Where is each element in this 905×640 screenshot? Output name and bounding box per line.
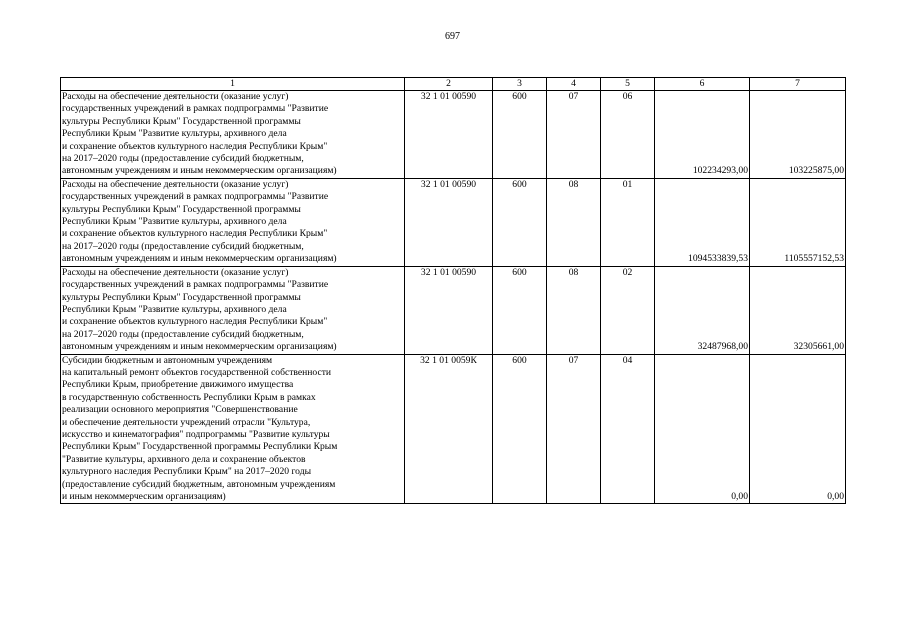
page-number: 697 [445,31,460,42]
table-row [61,354,846,504]
amount-col6: 1094533839,53 [655,178,750,266]
amount-col6: 0,00 [655,354,750,504]
subsection-code: 06 [601,91,655,179]
section-code: 08 [547,266,601,354]
budget-table [60,77,846,504]
amount-col7: 32305661,00 [750,266,846,354]
subsection-code: 04 [601,354,655,504]
amount-col7: 103225875,00 [750,91,846,179]
amount-col7: 0,00 [750,354,846,504]
target-article-code: 32 1 01 0059К [405,354,493,504]
column-header-6: 6 [655,78,750,91]
target-article-code: 32 1 01 00590 [405,266,493,354]
subsection-code: 02 [601,266,655,354]
amount-col6: 102234293,00 [655,91,750,179]
amount-col6: 32487968,00 [655,266,750,354]
expense-description: Расходы на обеспечение деятельности (оказание услуг) государственных учреждений в рамках подпрограммы "Развитие культуры Республики Крым" Государственной программы Республики Крым "Развитие культуры, архивного дела и сохранение объектов культурного наследия Республики Крым" на 2017–2020 годы (предоставление субсидий бюджетным, автономным учреждениям и иным некоммерческим организациям) [61,91,405,179]
expense-description: Расходы на обеспечение деятельности (оказание услуг) государственных учреждений в рамках подпрограммы "Развитие культуры Республики Крым" Государственной программы Республики Крым "Развитие культуры, архивного дела и сохранение объектов культурного наследия Республики Крым" на 2017–2020 годы (предоставление субсидий бюджетным, автономным учреждениям и иным некоммерческим организациям) [61,266,405,354]
column-number-row [61,78,846,91]
column-header-5: 5 [601,78,655,91]
table-row [61,266,846,354]
expense-description: Субсидии бюджетным и автономным учреждениям на капитальный ремонт объектов государственной собственности Республики Крым, приобретение движимого имущества в государственную собственность Республики Крым в рамках реализации основного мероприятия "Совершенствование и обеспечение деятельности учреждений отрасли "Культура, искусство и кинематография" подпрограммы "Развитие культуры Республики Крым" Государственной программы Республики Крым "Развитие культуры, архивного дела и сохранение объектов культурного наследия Республики Крым" на 2017–2020 годы (предоставление субсидий бюджетным, автономным учреждениям и иным некоммерческим организациям) [61,354,405,504]
expense-type-code: 600 [493,178,547,266]
section-code: 07 [547,354,601,504]
target-article-code: 32 1 01 00590 [405,91,493,179]
subsection-code: 01 [601,178,655,266]
column-header-7: 7 [750,78,846,91]
column-header-4: 4 [547,78,601,91]
column-header-2: 2 [405,78,493,91]
section-code: 08 [547,178,601,266]
expense-type-code: 600 [493,266,547,354]
expense-type-code: 600 [493,91,547,179]
expense-type-code: 600 [493,354,547,504]
table-row [61,91,846,179]
column-header-1: 1 [61,78,405,91]
section-code: 07 [547,91,601,179]
target-article-code: 32 1 01 00590 [405,178,493,266]
column-header-3: 3 [493,78,547,91]
expense-description: Расходы на обеспечение деятельности (оказание услуг) государственных учреждений в рамках подпрограммы "Развитие культуры Республики Крым" Государственной программы Республики Крым "Развитие культуры, архивного дела и сохранение объектов культурного наследия Республики Крым" на 2017–2020 годы (предоставление субсидий бюджетным, автономным учреждениям и иным некоммерческим организациям) [61,178,405,266]
table-row [61,178,846,266]
amount-col7: 1105557152,53 [750,178,846,266]
